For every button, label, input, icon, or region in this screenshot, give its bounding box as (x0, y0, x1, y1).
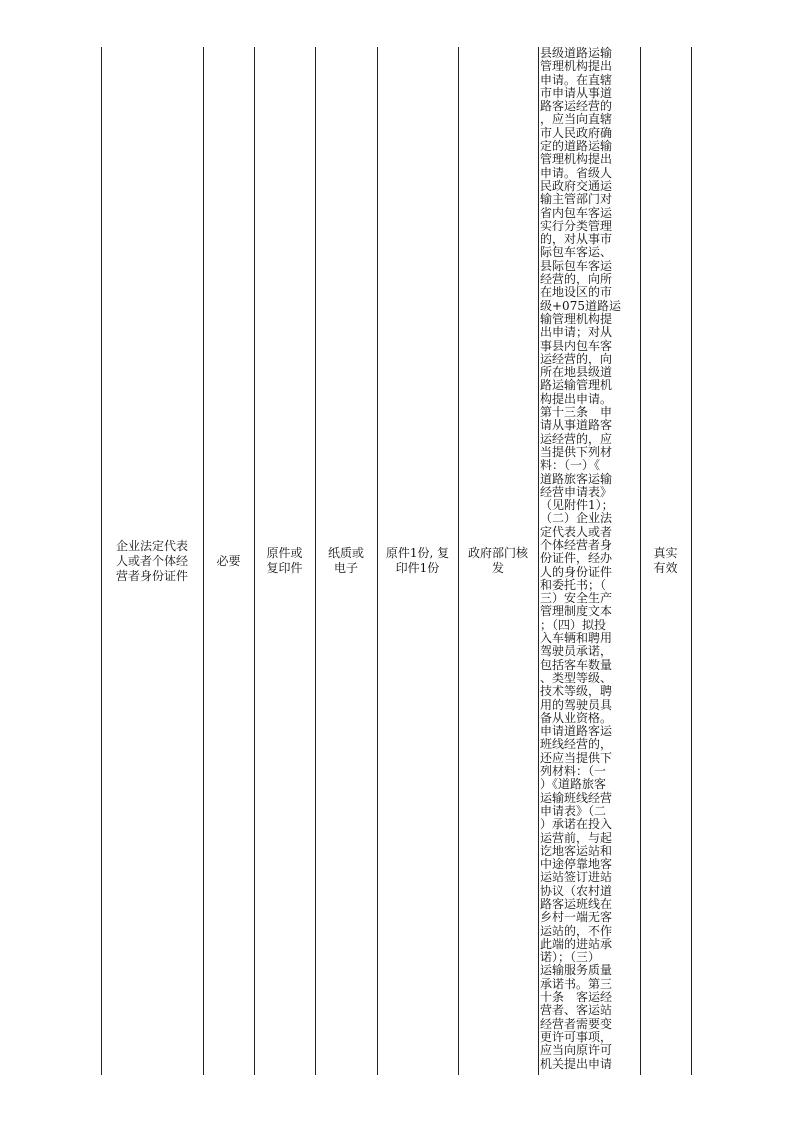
medium-cell (315, 47, 377, 1075)
basis-line: 市人民政府确 (540, 125, 613, 140)
basis-line: 所在地县级道 (540, 365, 613, 380)
basis-line: 个体经营者身 (540, 537, 613, 552)
basis-line: 更许可事项， (540, 1029, 613, 1044)
basis-line: 运经营的，应 (540, 431, 613, 446)
basis-line: 申请表》（二 (540, 803, 607, 818)
grid-line (691, 47, 692, 1075)
form-cell (254, 47, 315, 1075)
requirement-line: 真实 (653, 546, 678, 560)
basis-line: 包括客车数量 (540, 657, 613, 672)
basis-line: 定代表人或者 (540, 524, 613, 539)
basis-line: 管理机构提出 (540, 59, 613, 74)
source-line: 政府部门核 (467, 546, 528, 560)
medium-line: 纸质或 (327, 546, 364, 560)
basis-line: 乡村一端无客 (540, 910, 613, 925)
material-name-line: 人或者个体经 (115, 553, 188, 568)
basis-line: 请从事道路客 (540, 418, 613, 433)
form-line: 复印件 (266, 561, 303, 575)
basis-line: 当提供下列材 (540, 444, 613, 459)
basis-line: 用的驾驶员具 (540, 697, 613, 712)
material-name-line: 营者身份证件 (115, 568, 188, 583)
basis-line: 申请道路客运 (540, 724, 613, 739)
basis-line: 际包车客运、 (540, 245, 613, 260)
basis-text (538, 47, 640, 1071)
basis-line: 运营前，与起 (540, 830, 613, 845)
basis-line: 三）安全生产 (540, 591, 613, 606)
basis-line: 驾驶员承诺， (540, 644, 613, 659)
basis-cell (538, 47, 640, 1075)
source-cell (458, 47, 538, 1075)
basis-line: 承诺书。第三 (540, 976, 613, 991)
basis-line: 运输服务质量 (540, 963, 613, 978)
basis-line: 的，对从事市 (540, 232, 613, 247)
basis-line: 输管理机构提 (540, 311, 613, 326)
basis-line: 十条 客运经 (540, 990, 613, 1005)
basis-line: 输主管部门对 (540, 192, 613, 207)
basis-line: 和委托书；（ (540, 577, 607, 592)
basis-line: 实行分类管理 (540, 218, 613, 233)
basis-line: 构提出申请。 (540, 391, 613, 406)
basis-line: 第十三条 申 (540, 405, 613, 420)
materials-table (101, 47, 691, 1075)
basis-line: 定的道路运输 (540, 139, 613, 154)
requirement-cell (640, 47, 691, 1075)
form-line: 原件或 (266, 546, 303, 560)
basis-line: 申请。在直辖 (540, 72, 613, 87)
basis-line: 中途停靠地客 (540, 857, 613, 872)
basis-line: （见附件1）； (540, 498, 614, 513)
basis-line: 级+075道路运 (540, 298, 621, 313)
basis-line: 经营者需要变 (540, 1016, 613, 1031)
basis-line: 市申请从事道 (540, 85, 613, 100)
basis-line: 讫地客运站和 (540, 843, 613, 858)
copies-line: 印件1份 (395, 561, 440, 575)
basis-line: 料：（一）《 (540, 458, 601, 473)
basis-line: 民政府交通运 (540, 178, 613, 193)
basis-line: 出申请；对从 (540, 325, 613, 340)
basis-line: 此端的进站承 (540, 936, 613, 951)
basis-line: 列材料：（一 (540, 764, 607, 779)
basis-line: 县级道路运输 (540, 46, 613, 60)
basis-line: 营者、客运站 (540, 1003, 613, 1018)
copies-cell (377, 47, 458, 1075)
material-name-cell (101, 47, 203, 1075)
material-name-line: 企业法定代表 (115, 538, 188, 553)
basis-line: 技术等级，聘 (540, 684, 613, 699)
basis-line: 管理制度文本 (540, 604, 613, 619)
requirement-line: 有效 (653, 561, 678, 575)
basis-line: 运经营的，向 (540, 351, 613, 366)
basis-line: ）承诺在投入 (540, 817, 613, 832)
basis-line: 协议（农村道 (540, 883, 613, 898)
basis-line: ；（四）拟投 (540, 617, 607, 632)
basis-line: 运站签订进站 (540, 870, 613, 885)
basis-line: 道路旅客运输 (540, 471, 613, 486)
basis-line: 诺）；（三） (540, 950, 601, 965)
basis-line: 路客运班线在 (540, 897, 613, 911)
basis-line: 运输班线经营 (540, 790, 613, 805)
basis-line: 县际包车客运 (540, 258, 613, 273)
required-cell (203, 47, 254, 1075)
basis-line: 还应当提供下 (540, 750, 613, 765)
basis-line: 份证件，经办 (540, 551, 613, 566)
basis-line: （二）企业法 (540, 511, 613, 526)
basis-line: 机关提出申请 (540, 1056, 613, 1071)
basis-line: 人的身份证件 (540, 564, 613, 579)
copies-line: 原件1份, 复 (385, 546, 450, 560)
required-text: 必要 (216, 553, 241, 568)
basis-line: 申请。省级人 (540, 165, 613, 180)
basis-line: 路客运经营的 (540, 99, 613, 114)
basis-line: 路运输管理机 (540, 378, 613, 393)
basis-line: 省内包车客运 (540, 205, 613, 220)
basis-line: ，应当向直辖 (540, 112, 613, 127)
medium-line: 电子 (333, 561, 358, 575)
basis-line: 运站的，不作 (540, 923, 613, 938)
basis-line: 应当向原许可 (540, 1043, 613, 1058)
basis-line: 在地设区的市 (540, 285, 613, 300)
basis-line: ）《道路旅客 (540, 777, 607, 792)
source-line: 发 (491, 561, 504, 575)
basis-line: 经营的，向所 (540, 272, 613, 287)
basis-line: 、类型等级、 (540, 670, 613, 685)
basis-line: 经营申请表》 (540, 484, 613, 499)
basis-line: 备从业资格。 (540, 710, 613, 725)
basis-line: 管理机构提出 (540, 152, 613, 167)
basis-line: 班线经营的， (540, 737, 613, 752)
basis-line: 入车辆和聘用 (540, 631, 613, 646)
basis-line: 事县内包车客 (540, 338, 613, 353)
